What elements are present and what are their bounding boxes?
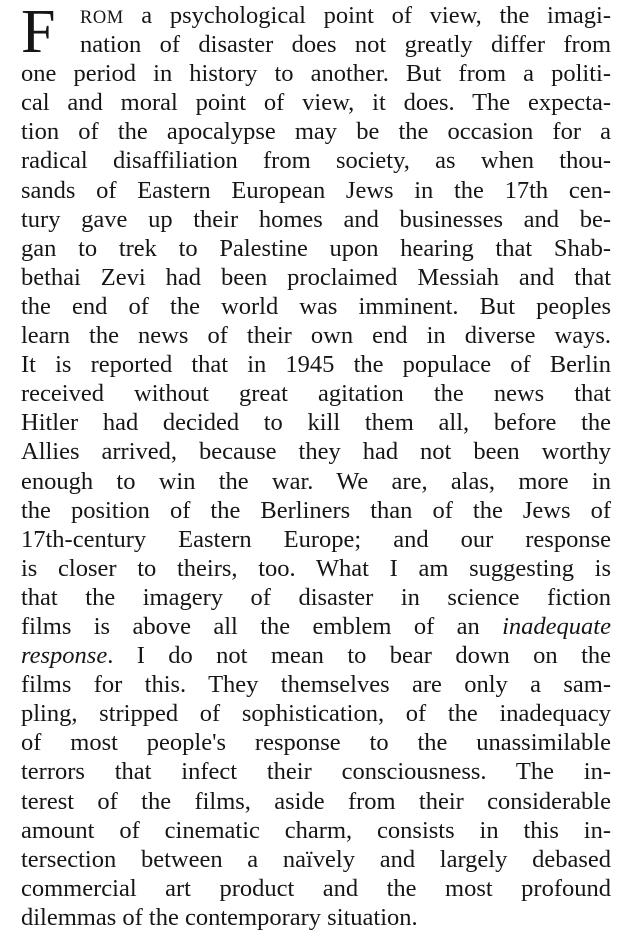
text-line: [21, 728, 611, 757]
text-line: [21, 321, 611, 350]
text-segment: cal and moral point of view, it does. The expecta-: [21, 89, 611, 117]
text-segment: of most people's response to the unassimilable: [21, 729, 611, 757]
italic-text: response: [21, 642, 108, 670]
text-segment: learn the news of their own end in diverse ways.: [21, 322, 611, 350]
text-line: [21, 757, 611, 786]
text-segment: the position of the Berliners than of the Jews of: [21, 496, 611, 524]
text-segment: Allies arrived, because they had not been worthy: [21, 438, 611, 466]
text-line: [21, 699, 611, 728]
text-line: [21, 176, 611, 205]
text-line: [21, 408, 611, 437]
text-line: [21, 146, 611, 175]
text-line: [80, 1, 611, 30]
text-line: [21, 263, 611, 292]
text-segment: that the imagery of disaster in science fiction: [21, 583, 611, 611]
text-line: [21, 88, 611, 117]
text-segment: amount of cinematic charm, consists in this in-: [21, 816, 611, 844]
italic-text: inadequate: [502, 612, 611, 640]
text-segment: the end of the world was imminent. But peoples: [21, 292, 611, 320]
text-segment: Hitler had decided to kill them all, before the: [21, 409, 611, 437]
text-segment: tion of the apocalypse may be the occasion for a: [21, 118, 611, 146]
text-line: [21, 496, 611, 525]
text-line: [21, 787, 611, 816]
text-segment: radical disaffiliation from society, as when thou-: [21, 147, 611, 175]
text-segment: terest of the films, aside from their considerable: [21, 787, 611, 815]
text-segment: nation of disaster does not greatly differ from: [80, 31, 611, 59]
text-segment: received without great agitation the news that: [21, 380, 611, 408]
text-segment: gan to trek to Palestine upon hearing that Shab-: [21, 234, 611, 262]
text-segment: commercial art product and the most profound: [21, 874, 611, 902]
text-segment: one period in history to another. But from a politi-: [21, 60, 611, 88]
text-line: [21, 525, 611, 554]
text-line: [21, 816, 611, 845]
text-line: [21, 117, 611, 146]
text-line: [21, 845, 611, 874]
text-line: [21, 670, 611, 699]
text-segment: enough to win the war. We are, alas, more in: [21, 467, 611, 495]
text-segment: dilemmas of the contemporary situation.: [21, 903, 418, 931]
small-caps-word: ROM: [80, 8, 124, 28]
text-line: [21, 350, 611, 379]
text-segment: a psychological point of view, the imagi-: [123, 2, 611, 29]
text-line: [21, 583, 611, 612]
text-segment: tury gave up their homes and businesses and be-: [21, 205, 611, 233]
text-line: [21, 205, 611, 234]
text-segment: 17th-century Eastern Europe; and our response: [21, 525, 611, 553]
paragraph: [21, 0, 611, 932]
text-segment: bethai Zevi had been proclaimed Messiah and that: [21, 263, 611, 291]
text-segment: sands of Eastern European Jews in the 17th cen-: [21, 176, 611, 204]
text-segment: pling, stripped of sophistication, of the inadequacy: [21, 700, 611, 728]
text-line: [21, 59, 611, 88]
text-segment: It is reported that in 1945 the populace of Berlin: [21, 351, 611, 379]
text-segment: terrors that infect their consciousness. The in-: [21, 758, 611, 786]
text-line: [21, 292, 611, 321]
text-segment: films for this. They themselves are only a sam-: [21, 671, 611, 699]
text-segment: films is above all the emblem of an: [21, 612, 503, 640]
text-line: [21, 903, 611, 932]
text-line: [21, 467, 611, 496]
text-segment: is closer to theirs, too. What I am suggesting is: [21, 554, 611, 582]
text-line: [21, 437, 611, 466]
drop-cap: F: [21, 0, 56, 66]
text-line: [21, 612, 611, 641]
text-segment: . I do not mean to bear down on the: [107, 642, 611, 670]
text-segment: tersection between a naïvely and largely debased: [21, 845, 611, 873]
text-line: [21, 234, 611, 263]
text-line: [21, 641, 611, 670]
text-line: [80, 30, 611, 59]
text-line: [21, 554, 611, 583]
text-line: [21, 874, 611, 903]
text-line: [21, 379, 611, 408]
